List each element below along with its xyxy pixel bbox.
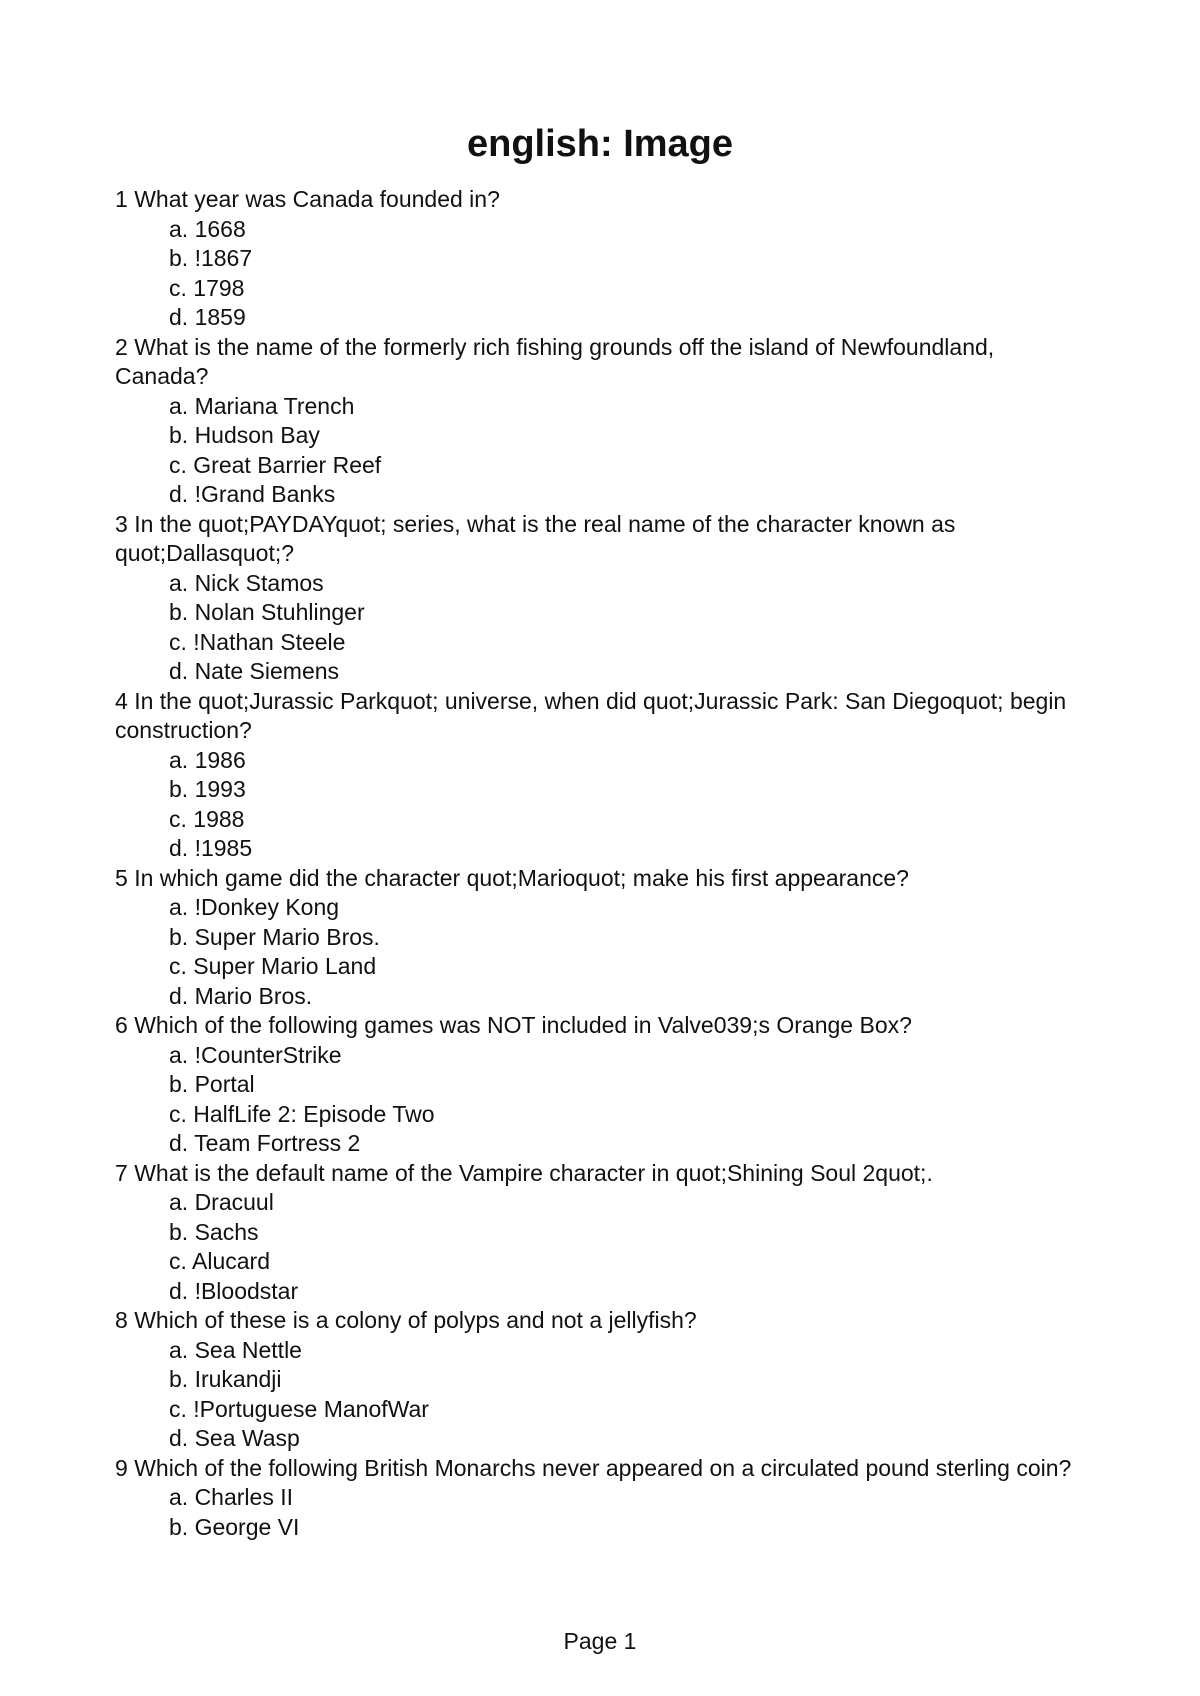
question-block [115,510,1075,687]
question-number: 5 [115,864,128,891]
answer-option: c. Great Barrier Reef [169,451,382,478]
question-text [115,1011,1075,1041]
answer-option: a. 1986 [169,746,246,773]
answer-option: c. Super Mario Land [169,953,377,979]
question-list [115,185,1075,1542]
answer-option: a. !Donkey Kong [169,894,340,920]
question-prompt: Which of the following games was NOT included in Valve039;s Orange Box? [134,1012,912,1038]
answer-option: b. Irukandji [169,1366,282,1392]
question-prompt: In which game did the character quot;Marioquot; make his first appearance? [134,864,909,891]
question-prompt: Which of the following British Monarchs never appeared on a circulated pound sterling coin? [134,1454,1072,1481]
answer-options [115,215,1075,333]
answer-option: b. Hudson Bay [169,422,320,448]
question-number: 2 [115,333,128,360]
answer-option: d. Mario Bros. [169,982,313,1009]
answer-option: b. Sachs [169,1218,259,1245]
answer-option: d. Nate Siemens [169,658,340,684]
answer-option: a. 1668 [169,215,246,242]
question-number: 3 [115,510,128,537]
question-block [115,1306,1075,1454]
answer-option: b. Super Mario Bros. [169,923,380,950]
question-text [115,1454,1075,1484]
page-number: Page 1 [563,1628,637,1654]
question-number: 9 [115,1454,128,1481]
question-text [115,185,1075,215]
question-text [115,510,1075,569]
question-block [115,864,1075,1012]
answer-option: a. Sea Nettle [169,1336,302,1363]
answer-options [115,746,1075,864]
question-text [115,864,1075,894]
question-text [115,687,1075,746]
answer-options [115,1483,1075,1542]
answer-option: a. Nick Stamos [169,569,324,596]
answer-option: d. 1859 [169,304,246,330]
page-title: english: Image [466,123,734,165]
answer-option: a. Dracuul [169,1189,274,1215]
answer-option: c. !Nathan Steele [169,628,346,655]
answer-option: c. HalfLife 2: Episode Two [169,1100,435,1127]
answer-option: d. !1985 [169,835,253,861]
question-number: 8 [115,1307,128,1333]
question-block [115,1011,1075,1159]
question-block [115,1454,1075,1543]
answer-options [115,893,1075,1011]
question-block [115,333,1075,510]
question-prompt: What is the default name of the Vampire character in quot;Shining Soul 2quot;. [134,1159,933,1186]
question-number: 7 [115,1159,128,1186]
answer-option: a. Charles II [169,1484,293,1510]
answer-option: b. !1867 [169,245,253,271]
question-text [115,1159,1075,1189]
answer-options [115,1041,1075,1159]
answer-options [115,1336,1075,1454]
answer-options [115,392,1075,510]
question-number: 4 [115,687,128,714]
answer-options [115,569,1075,687]
answer-option: c. 1988 [169,805,245,832]
question-number: 6 [115,1012,128,1038]
question-prompt: What is the name of the formerly rich fishing grounds off the island of Newfoundland, Canada? [115,333,995,389]
answer-option: b. Nolan Stuhlinger [169,599,365,625]
answer-option: c. Alucard [169,1248,270,1274]
answer-option: c. !Portuguese ManofWar [169,1395,429,1422]
answer-option: b. Portal [169,1071,255,1097]
question-block [115,1159,1075,1307]
answer-options [115,1188,1075,1306]
question-block [115,185,1075,333]
question-prompt: In the quot;PAYDAYquot; series, what is the real name of the character known as quot;Dallasquot;? [115,510,956,566]
answer-option: d. Sea Wasp [169,1425,300,1451]
question-number: 1 [115,186,128,212]
question-text [115,1306,1075,1336]
answer-option: b. 1993 [169,776,246,802]
question-text [115,333,1075,392]
question-prompt: Which of these is a colony of polyps and not a jellyfish? [134,1307,697,1333]
question-prompt: In the quot;Jurassic Parkquot; universe, when did quot;Jurassic Park: San Diegoquot; begin construction? [115,687,1067,743]
answer-option: d. !Bloodstar [169,1277,299,1304]
answer-option: d. Team Fortress 2 [169,1130,361,1156]
answer-option: c. 1798 [169,274,245,301]
question-prompt: What year was Canada founded in? [134,186,500,212]
answer-option: a. !CounterStrike [169,1041,342,1068]
answer-option: b. George VI [169,1513,300,1540]
answer-option: a. Mariana Trench [169,392,355,419]
answer-option: d. !Grand Banks [169,481,336,507]
question-block [115,687,1075,864]
